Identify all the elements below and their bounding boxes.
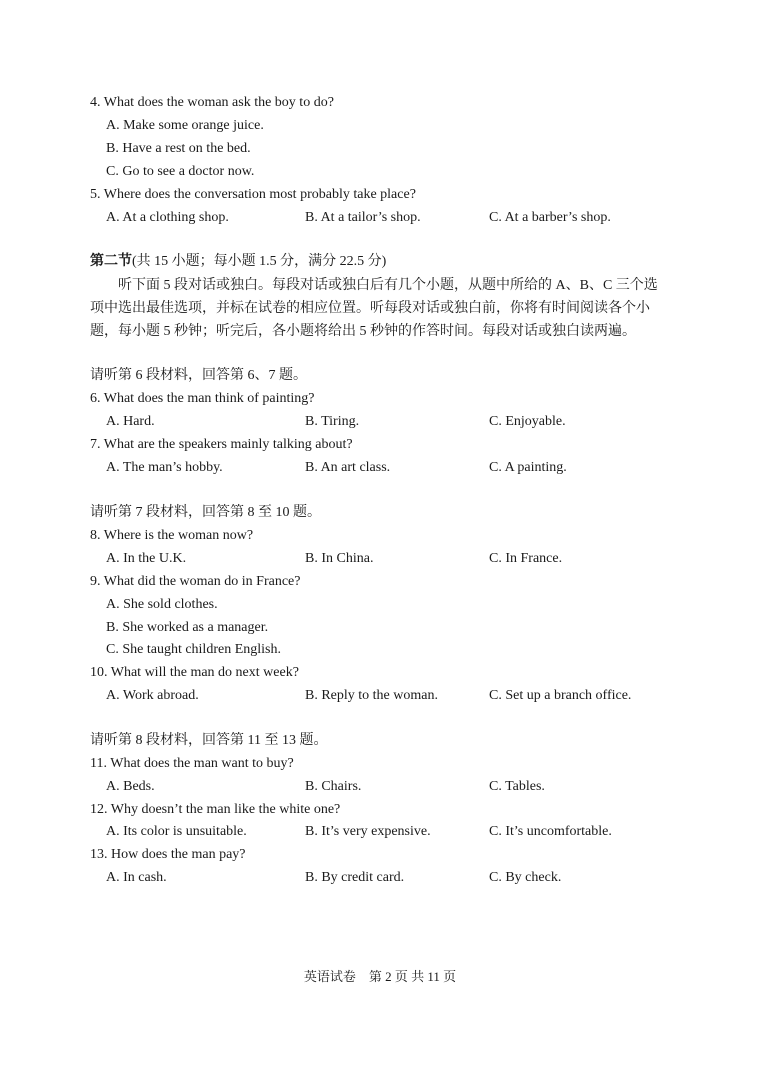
question-5-stem: 5. Where does the conversation most probably take place? [90, 187, 416, 202]
question-13-option-a: A. In cash. [106, 870, 167, 885]
question-9-stem: 9. What did the woman do in France? [90, 574, 301, 589]
question-6-option-c: C. Enjoyable. [489, 414, 566, 429]
question-8-option-b: B. In China. [305, 551, 374, 566]
section-2-heading-line [90, 252, 386, 272]
question-8-option-a: A. In the U.K. [106, 551, 187, 566]
question-13-option-b: B. By credit card. [305, 870, 405, 885]
question-12-options [106, 822, 666, 842]
question-7-option-b: B. An art class. [305, 460, 391, 475]
question-4-option-b: B. Have a rest on the bed. [106, 141, 251, 156]
question-4-stem: 4. What does the woman ask the boy to do? [90, 95, 334, 110]
question-10-stem: 10. What will the man do next week? [90, 665, 299, 680]
material-6-prompt: 请听第 6 段材料，回答第 6、7 题。 [90, 368, 307, 383]
question-11-options [106, 777, 666, 797]
section-2-heading-note: (共 15 小题；每小题 1.5 分，满分 22.5 分) [132, 254, 387, 269]
question-7-stem: 7. What are the speakers mainly talking about? [90, 437, 353, 452]
question-13-options [106, 868, 666, 888]
question-8-option-c: C. In France. [489, 551, 563, 566]
question-6-option-a: A. Hard. [106, 414, 155, 429]
question-10-options [106, 686, 666, 706]
question-12-stem: 12. Why doesn’t the man like the white one? [90, 802, 341, 817]
question-12-option-b: B. It’s very expensive. [305, 824, 431, 839]
question-11-option-b: B. Chairs. [305, 779, 362, 794]
question-7-option-c: C. A painting. [489, 460, 567, 475]
question-13-stem: 13. How does the man pay? [90, 847, 246, 862]
question-11-option-a: A. Beds. [106, 779, 155, 794]
question-12-option-c: C. It’s uncomfortable. [489, 824, 612, 839]
question-5-option-c: C. At a barber’s shop. [489, 210, 611, 225]
question-4-option-a: A. Make some orange juice. [106, 118, 264, 133]
question-8-options [106, 549, 666, 569]
question-12-option-a: A. Its color is unsuitable. [106, 824, 247, 839]
question-11-stem: 11. What does the man want to buy? [90, 756, 294, 771]
question-9-option-c: C. She taught children English. [106, 642, 281, 657]
question-8-stem: 8. Where is the woman now? [90, 528, 254, 543]
question-10-option-a: A. Work abroad. [106, 688, 199, 703]
question-6-options [106, 412, 666, 432]
question-4-option-c: C. Go to see a doctor now. [106, 164, 255, 179]
material-8-prompt: 请听第 8 段材料，回答第 11 至 13 题。 [90, 733, 328, 748]
question-9-option-b: B. She worked as a manager. [106, 620, 269, 635]
question-10-option-b: B. Reply to the woman. [305, 688, 438, 703]
section-2-instructions: 听下面 5 段对话或独白。每段对话或独白后有几个小题，从题中所给的 A、B、C 三个选项中选出最佳选项，并标在试卷的相应位置。听每段对话或独白前，你将有时间阅读各个小题，每小题 5 秒钟；听完后，各小题将给出 5 秒钟的作答时间。每段对话或独白读两遍。 [90, 278, 658, 339]
question-6-option-b: B. Tiring. [305, 414, 360, 429]
question-11-option-c: C. Tables. [489, 779, 545, 794]
page-footer: 英语试卷 第 2 页 共 11 页 [303, 969, 457, 984]
question-7-option-a: A. The man’s hobby. [106, 460, 223, 475]
question-9-option-a: A. She sold clothes. [106, 597, 218, 612]
question-6-stem: 6. What does the man think of painting? [90, 391, 315, 406]
question-7-options [106, 458, 666, 478]
question-5-option-b: B. At a tailor’s shop. [305, 210, 421, 225]
section-2-heading: 第二节 [90, 254, 132, 269]
question-13-option-c: C. By check. [489, 870, 562, 885]
question-5-option-a: A. At a clothing shop. [106, 210, 229, 225]
question-10-option-c: C. Set up a branch office. [489, 688, 632, 703]
question-5-options [106, 208, 666, 228]
material-7-prompt: 请听第 7 段材料，回答第 8 至 10 题。 [90, 505, 321, 520]
